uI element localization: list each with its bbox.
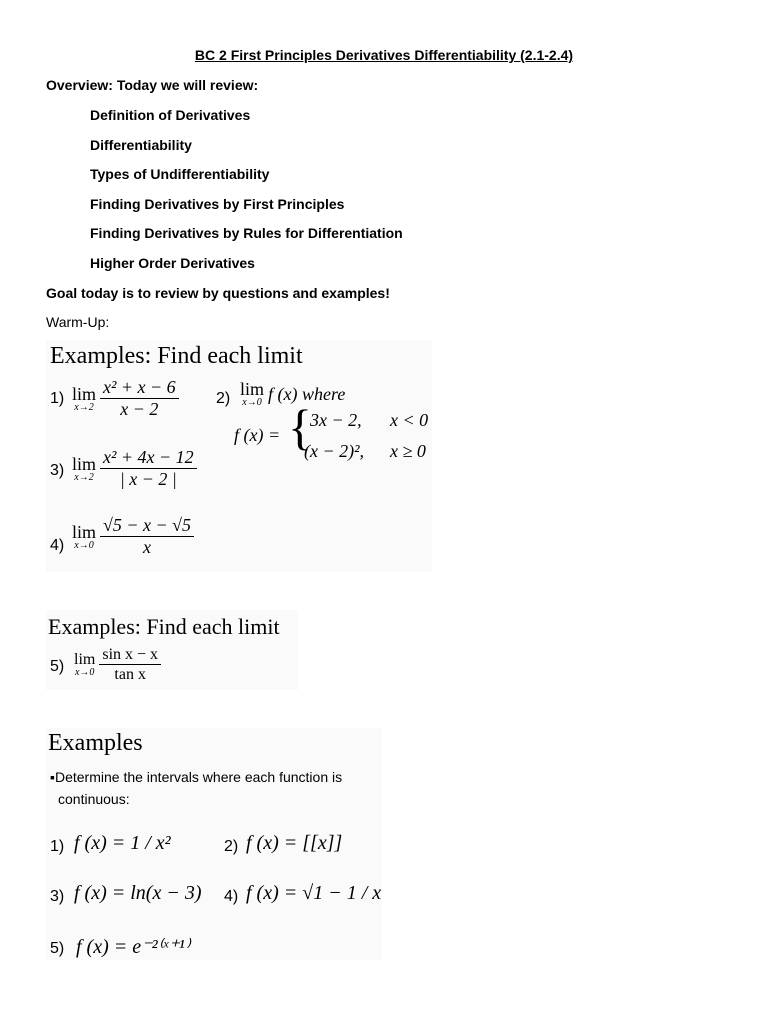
page-title: BC 2 First Principles Derivatives Differentiability (2.1-2.4)	[194, 47, 574, 63]
limits-examples-panel	[46, 340, 432, 572]
example-label: 4)	[50, 537, 65, 554]
numerator: x² + x − 6	[100, 378, 179, 399]
lim-operator: lim	[72, 454, 97, 475]
panel-heading: Examples: Find each limit	[48, 614, 280, 639]
function-expression: f (x) = e⁻²⁽ˣ⁺¹⁾	[76, 936, 190, 958]
limits-examples-panel-2	[46, 610, 298, 690]
example-label: 1)	[50, 390, 65, 407]
topic-item: Finding Derivatives by First Principles	[90, 196, 345, 212]
example-label: 1)	[50, 838, 65, 855]
instruction-text	[50, 766, 342, 810]
lim-subscript: x→2	[74, 472, 94, 484]
lim-operator: lim	[240, 379, 265, 399]
topic-item: Definition of Derivatives	[90, 107, 251, 123]
panel-heading: Examples: Find each limit	[50, 343, 303, 369]
numerator: x² + 4x − 12	[100, 448, 197, 469]
warmup-label: Warm-Up:	[46, 314, 110, 330]
example-label: 2)	[216, 390, 231, 407]
lim-subscript: x→2	[74, 402, 94, 414]
example-label: 4)	[224, 888, 239, 905]
piecewise-lhs: f (x) =	[234, 425, 281, 445]
goal-text: Goal today is to review by questions and examples!	[46, 285, 390, 301]
piecewise-case-1: 3x − 2,	[310, 410, 362, 430]
example-label: 3)	[50, 888, 65, 905]
brace-icon: {	[288, 399, 312, 455]
denominator: x − 2	[120, 398, 159, 419]
example-label: 5)	[50, 940, 65, 957]
topic-item: Finding Derivatives by Rules for Differentiation	[90, 225, 403, 241]
numerator: sin x − x	[99, 646, 161, 665]
bullet-icon: ▪	[50, 769, 55, 785]
lim-operator: lim	[72, 522, 97, 543]
function-expression: f (x) = [[x]]	[246, 832, 343, 854]
limit-expression-1	[72, 378, 179, 420]
lim-subscript: x→0	[74, 540, 94, 552]
panel-heading: Examples	[48, 730, 143, 756]
example-label: 3)	[50, 462, 65, 479]
lim-subscript: x→0	[242, 397, 262, 408]
piecewise-condition-2: x ≥ 0	[390, 441, 426, 461]
instruction-line: Determine the intervals where each function is	[54, 769, 343, 785]
lim-operator: lim	[72, 384, 97, 405]
topic-item: Differentiability	[90, 137, 192, 153]
piecewise-condition-1: x < 0	[390, 410, 429, 430]
limit-expression-4	[72, 516, 194, 558]
piecewise-case-2: (x − 2)²,	[304, 441, 365, 461]
example-label: 5)	[50, 658, 65, 675]
instruction-line: continuous:	[58, 791, 130, 807]
example-label: 2)	[224, 838, 239, 855]
topic-item: Higher Order Derivatives	[90, 255, 255, 271]
function-text: f (x) where	[268, 383, 346, 404]
lim-operator: lim	[74, 650, 96, 668]
overview-heading: Overview: Today we will review:	[46, 77, 259, 93]
limit-expression-5	[74, 646, 161, 684]
lim-subscript: x→0	[74, 666, 95, 678]
numerator: √5 − x − √5	[100, 516, 194, 537]
denominator: x	[143, 536, 152, 557]
denominator: | x − 2 |	[119, 468, 177, 489]
function-expression: f (x) = √1 − 1 / x	[246, 882, 382, 904]
denominator: tan x	[114, 665, 146, 683]
function-expression: f (x) = 1 / x²	[74, 832, 171, 854]
topic-item: Types of Undifferentiability	[90, 166, 270, 182]
limit-expression-3	[72, 448, 197, 490]
continuity-examples-panel	[46, 728, 382, 960]
function-expression: f (x) = ln(x − 3)	[74, 882, 202, 904]
